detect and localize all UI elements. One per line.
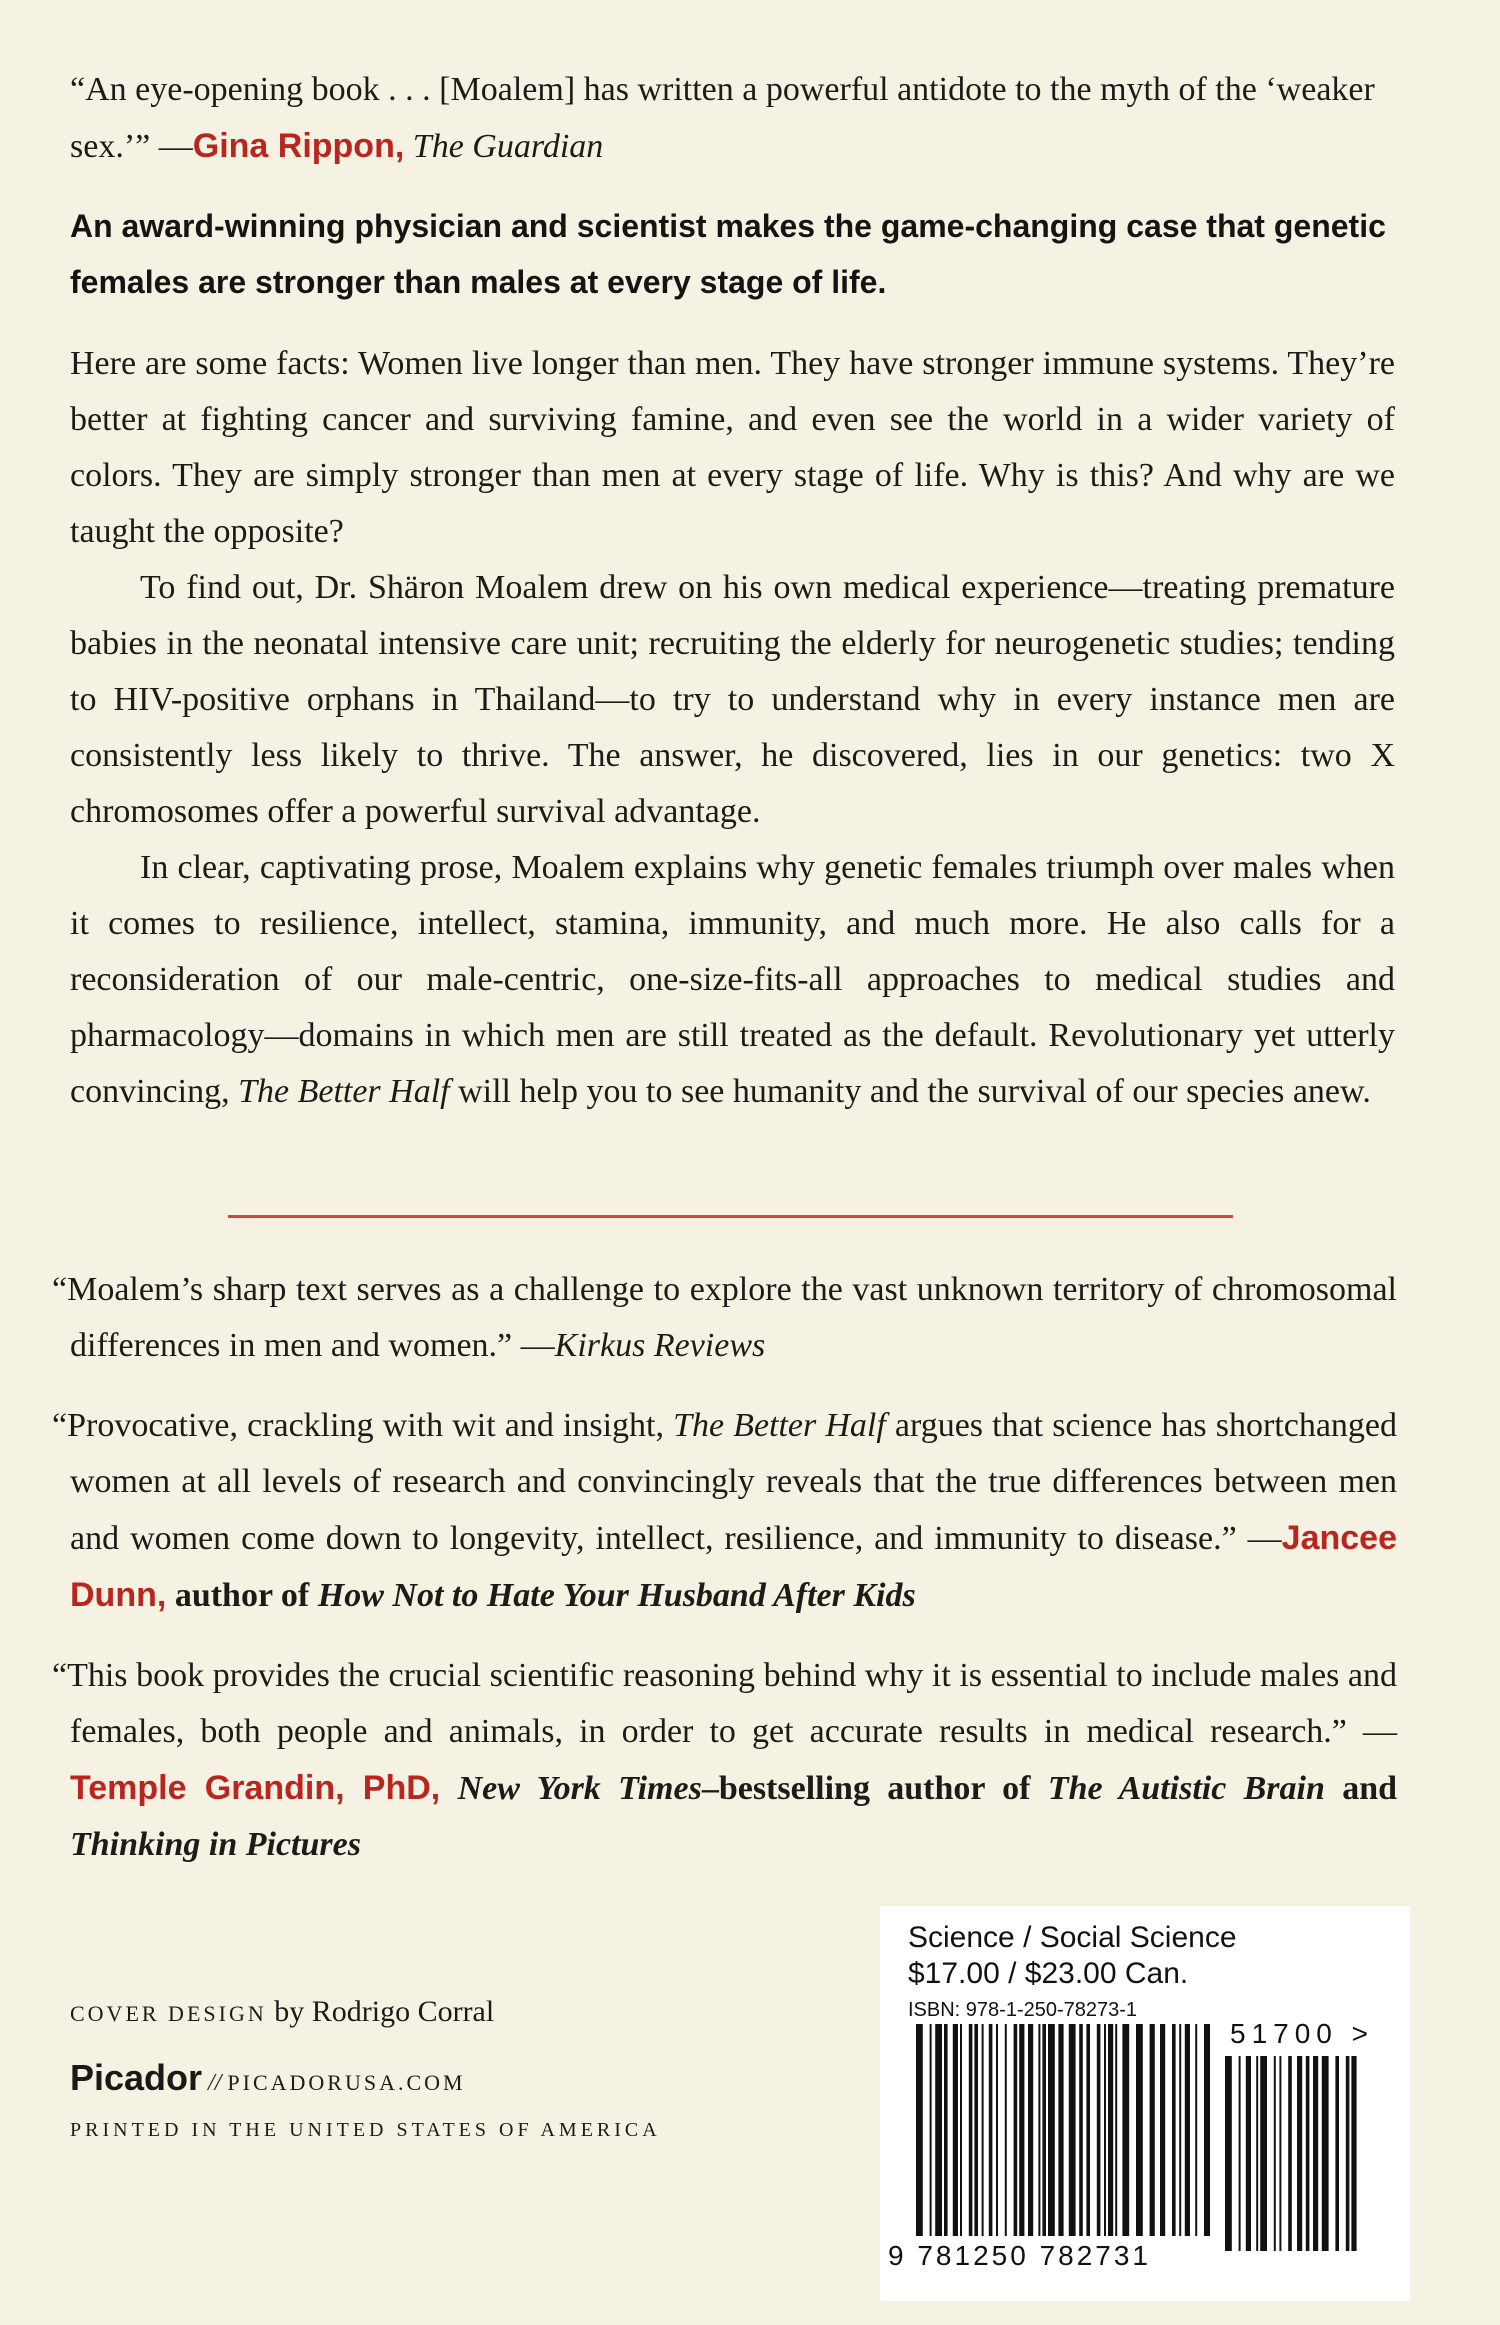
cover-design-by: by Rodrigo Corral xyxy=(274,1995,495,2028)
barcode-bar xyxy=(960,2024,962,2236)
barcode-bar xyxy=(1246,2056,1251,2251)
barcode-bar xyxy=(969,2024,973,2236)
review-text-pre: “Provocative, crackling with wit and insight, xyxy=(52,1407,664,1444)
publisher-website[interactable]: PICADORUSA.COM xyxy=(227,2070,466,2095)
cover-design-label: COVER DESIGN xyxy=(70,2001,267,2026)
review-nyt: New York Times xyxy=(457,1770,702,1807)
barcode-bar xyxy=(982,2024,984,2236)
review-author: Jancee Dunn, xyxy=(70,1519,1397,1614)
barcode-bar xyxy=(935,2024,942,2236)
barcode-addon-digits: 51700 > xyxy=(1230,2018,1374,2049)
barcode-bar xyxy=(1172,2024,1176,2236)
barcode-bar xyxy=(1313,2056,1318,2251)
barcode-bar xyxy=(1204,2024,1210,2236)
barcode-bar xyxy=(1019,2024,1024,2236)
review-author-role: author of xyxy=(174,1577,310,1614)
section-divider xyxy=(228,1215,1233,1218)
review-text: “Moalem’s sharp text serves as a challenge to explore the vast unknown territory of chromosomal differences in men and women.” — xyxy=(52,1271,1397,1364)
review-text: “This book provides the crucial scientific reasoning behind why it is essential to include males and females, both people and animals, in order to get accurate results in medical research.” — xyxy=(52,1657,1397,1750)
barcode-bar xyxy=(1038,2024,1040,2236)
barcode-bar xyxy=(1097,2024,1101,2236)
barcode-bar xyxy=(1058,2024,1063,2236)
barcode-bar xyxy=(974,2024,978,2236)
review-and: and xyxy=(1342,1770,1398,1807)
review-dunn xyxy=(52,1398,1397,1624)
publisher-separator: // xyxy=(208,2070,222,2096)
barcode-bar xyxy=(1288,2056,1292,2251)
reviews-section xyxy=(52,1262,1397,1897)
barcode-bar xyxy=(1086,2024,1090,2236)
barcode-bar xyxy=(1274,2056,1276,2251)
publisher-line xyxy=(70,2050,466,2111)
publisher-logo: Picador xyxy=(70,2057,203,2098)
barcode-price: $17.00 / $23.00 Can. xyxy=(908,1957,1189,1990)
barcode-bar xyxy=(1260,2056,1267,2251)
paragraph-3-text-a: In clear, captivating prose, Moalem explains why genetic females triumph over males when it comes to resilience, intellect, stamina, immunity, and much more. He also calls for a reconsideration of our male-centric, one-size-fits-all approaches to medical studies and pharmacology—domains in which men are still treated as the default. Revolutionary yet utterly convincing, xyxy=(70,849,1395,1110)
barcode-bar xyxy=(996,2024,998,2236)
barcode-category: Science / Social Science xyxy=(908,1921,1237,1954)
barcode-bar xyxy=(1346,2056,1350,2251)
barcode-bar xyxy=(1256,2056,1258,2251)
barcode-bar xyxy=(1028,2024,1033,2236)
barcode-addon-bars xyxy=(1225,2056,1357,2251)
barcode-bar xyxy=(1185,2024,1190,2236)
top-quote-source: The Guardian xyxy=(412,128,604,165)
barcode-bar xyxy=(1297,2056,1302,2251)
barcode-isbn: ISBN: 978-1-250-78273-1 xyxy=(908,1999,1138,2021)
cover-design-credit xyxy=(70,1992,494,2034)
barcode-bar xyxy=(1042,2024,1046,2236)
barcode-bar xyxy=(1150,2024,1155,2236)
review-author-book-2: Thinking in Pictures xyxy=(70,1826,361,1863)
barcode-bar xyxy=(930,2024,932,2236)
printed-in-usa: PRINTED IN THE UNITED STATES OF AMERICA xyxy=(70,2119,661,2141)
barcode-bar xyxy=(1005,2024,1007,2236)
barcode-bar xyxy=(1160,2024,1165,2236)
top-quote-author: Gina Rippon, xyxy=(192,127,405,165)
paragraph-3-book-title: The Better Half xyxy=(238,1073,450,1110)
paragraph-3-text-b: will help you to see humanity and the survival of our species anew. xyxy=(458,1073,1371,1110)
barcode-bar xyxy=(1335,2056,1339,2251)
barcode-bar xyxy=(1108,2024,1113,2236)
barcode-bar xyxy=(1122,2024,1129,2236)
review-author-book: How Not to Hate Your Husband After Kids xyxy=(317,1577,916,1614)
barcode-bar xyxy=(1195,2024,1197,2236)
barcode-bar xyxy=(1104,2024,1106,2236)
description-paragraph-1: Here are some facts: Women live longer than men. They have stronger immune systems. They’re better at fighting cancer and surviving famine, and even see the world in a wider variety of colors. They are simply stronger than men at every stage of life. Why is this? And why are we taught the opposite? xyxy=(70,345,1395,550)
top-quote-text: “An eye-opening book . . . [Moalem] has written a powerful antidote to the myth of the ‘weaker sex.’” — xyxy=(70,71,1375,165)
barcode-bar xyxy=(1048,2024,1055,2236)
description-paragraph-2: To find out, Dr. Shäron Moalem drew on his own medical experience—treating premature babies in the neonatal intensive care unit; recruiting the elderly for neurogenetic studies; tending to HIV-positive orphans in Thailand—to try to understand why in every instance men are consistently less likely to thrive. The answer, he discovered, lies in our genetics: two X chromosomes offer a powerful survival advantage. xyxy=(70,569,1395,830)
review-author: Temple Grandin, PhD, xyxy=(70,1769,441,1807)
barcode-bar xyxy=(1136,2024,1143,2236)
review-kirkus xyxy=(52,1262,1397,1374)
review-grandin xyxy=(52,1648,1397,1873)
barcode-panel xyxy=(880,1906,1410,2301)
barcode-main-bars xyxy=(916,2024,1210,2236)
description-paragraph-3 xyxy=(70,840,1395,1120)
barcode-bar xyxy=(1322,2056,1329,2251)
barcode-bar xyxy=(1225,2056,1232,2251)
barcode-bar xyxy=(1115,2024,1117,2236)
barcode-bar xyxy=(1279,2056,1281,2251)
barcode-bar xyxy=(1079,2024,1083,2236)
top-review-quote xyxy=(70,62,1415,175)
barcode-bar xyxy=(953,2024,958,2236)
barcode-bar xyxy=(1014,2024,1018,2236)
headline: An award-winning physician and scientist makes the game-changing case that genetic females are stronger than males at every stage of life. xyxy=(70,208,1386,300)
barcode-bar xyxy=(989,2024,993,2236)
review-text: argues that science has shortchanged women at all levels of research and convincingly reveals that the true differences between men and women come down to longevity, intellect, resilience, and immunity to disease.” — xyxy=(70,1407,1398,1557)
barcode-bar xyxy=(916,2024,923,2236)
barcode-bar xyxy=(1179,2024,1181,2236)
barcode-bar xyxy=(944,2024,948,2236)
barcode-bar xyxy=(1239,2056,1241,2251)
review-source: Kirkus Reviews xyxy=(554,1327,766,1364)
barcode-digits: 9 781250 782731 xyxy=(888,2240,1151,2271)
book-description xyxy=(70,336,1395,1120)
barcode-bar xyxy=(1306,2056,1310,2251)
barcode-bar xyxy=(1351,2056,1356,2251)
review-author-book-1: The Autistic Brain xyxy=(1047,1770,1325,1807)
review-author-role: –bestselling author of xyxy=(701,1770,1031,1807)
review-book-title: The Better Half xyxy=(673,1407,886,1444)
barcode-bar xyxy=(1069,2024,1076,2236)
